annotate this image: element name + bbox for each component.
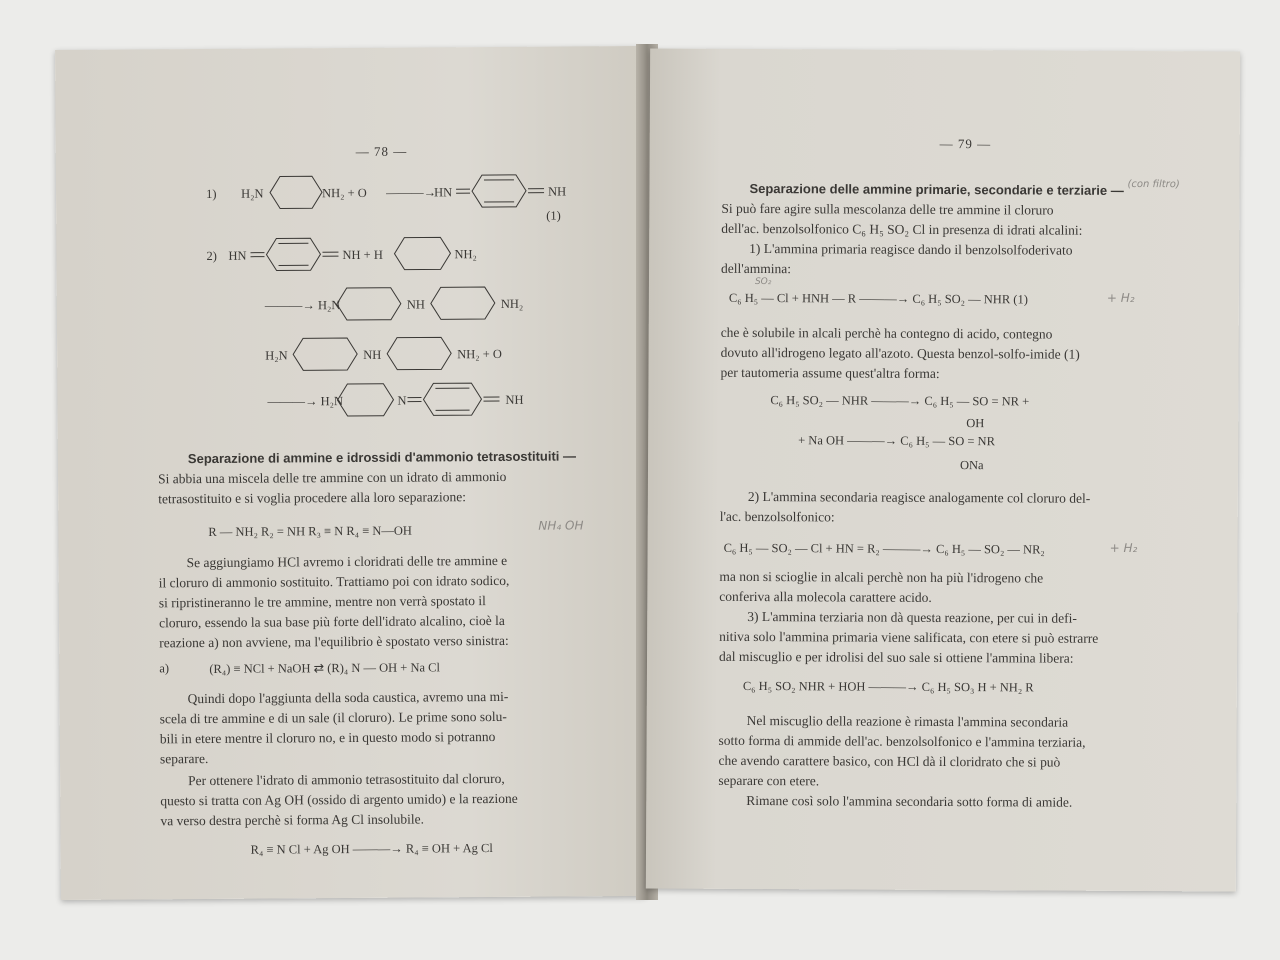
formula-text: NH₂ (500, 296, 524, 311)
formula-text: N (397, 393, 407, 408)
formula-text: NH (406, 297, 425, 312)
paragraph-line: l'ac. benzolsolfonico: (719, 508, 835, 525)
equation: (R₄) ≡ NCl + NaOH ⇄ (R)₄ N — OH + Na Cl (209, 660, 441, 676)
paragraph-line: conferiva alla molecola carattere acido. (719, 588, 932, 605)
handwritten-note: + H₂ (1109, 540, 1138, 556)
formula-text: NH (547, 184, 567, 199)
paragraph-line: scela di tre ammine e di un sale (il cloruro). Le prime sono solu- (159, 708, 507, 727)
paragraph-line: separare con etere. (718, 772, 820, 789)
formula-text: H₂N (265, 348, 288, 363)
formula-text: NH₂ (454, 247, 477, 262)
ring-structure (291, 334, 361, 374)
paragraph-line: Quindi dopo l'aggiunta della soda caustica, avremo una mi- (187, 688, 509, 707)
paragraph-line: Nel miscuglio della reazione è rimasta l'ammina secondaria (746, 712, 1069, 730)
paragraph-line: cloruro, essendo la sua base più forte dell'idrato alcalino, cioè la (158, 612, 505, 631)
quinone-ring-structure (456, 171, 546, 212)
left-page (55, 46, 646, 900)
reaction-arrow: ———→ (385, 185, 437, 200)
page-number: — 78 — (355, 143, 408, 159)
ring-structure (335, 284, 405, 324)
paragraph-line: questo si tratta con Ag OH (ossido di argento umido) e la reazione (160, 790, 518, 809)
ring-structure (385, 333, 455, 373)
formula-text: NH + H (342, 247, 383, 263)
paragraph-line: separare. (159, 750, 209, 767)
paragraph-line: per tautomeria assume quest'altra forma: (720, 364, 940, 381)
paragraph-line: va verso destra perchè si forma Ag Cl insolubile. (160, 811, 425, 829)
equation: C₆ H₅ SO₂ — NHR ———→ C₆ H₅ — SO = NR + (770, 393, 1030, 409)
equation: C₆ H₅ — SO₂ — Cl + HN = R₂ ———→ C₆ H₅ — SO₂ — NR₂ (723, 540, 1045, 557)
reaction-label: 1) (205, 186, 217, 202)
section-title: Separazione di ammine e idrossidi d'ammonio tetrasostituiti — (187, 448, 577, 467)
equation-substituent: OH (966, 416, 985, 431)
ring-structure (268, 172, 324, 212)
paragraph-line: che è solubile in alcali perchè ha contegno di acido, contegno (720, 324, 1053, 342)
paragraph-line: 3) L'ammina terziaria non dà questa reazione, per cui in defi- (747, 608, 1077, 626)
handwritten-note: + H₂ (1106, 290, 1135, 306)
paragraph-line: dell'ammina: (721, 260, 792, 277)
equation: C₆ H₅ — Cl + HNH — R ———→ C₆ H₅ SO₂ — NHR (1) (728, 290, 1028, 307)
formula-text: ———→ H₂N (264, 298, 341, 313)
paragraph-line: 1) L'ammina primaria reagisce dando il benzolsolfoderivato (749, 240, 1073, 258)
equation: R₄ ≡ N Cl + Ag OH ———→ R₄ ≡ OH + Ag Cl (250, 841, 493, 857)
handwritten-note: SO₂ (754, 277, 772, 288)
equation-substituent: ONa (959, 458, 984, 473)
handwritten-note: (con filtro) (1127, 178, 1180, 191)
paragraph-line: nitiva solo l'ammina primaria viene salificata, con etere si può estrarre (719, 628, 1099, 646)
formula-text: HN (228, 248, 247, 263)
paragraph-line: sotto forma di ammide dell'ac. benzolsolfonico e l'ammina terziaria, (718, 732, 1086, 750)
paragraph-line: si ripristineranno le tre ammine, mentre non verrà spostato il (158, 593, 486, 611)
paragraph-line: Rimane così solo l'ammina secondaria sotto forma di amide. (746, 792, 1073, 810)
reaction-label: 2) (206, 248, 217, 263)
paragraph-line: 2) L'ammina secondaria reagisce analogamente col cloruro del- (747, 488, 1091, 506)
equation-label: a) (159, 661, 170, 676)
paragraph-line: dal miscuglio e per idrolisi del suo sale si ottiene l'ammina libera: (718, 648, 1074, 666)
formula-text: NH₂ + O (457, 346, 502, 362)
equation: C₆ H₅ SO₂ NHR + HOH ———→ C₆ H₅ SO₃ H + NH₂ R (742, 678, 1034, 695)
open-book (48, 40, 1238, 900)
formula-text: HN (433, 185, 453, 200)
paragraph-line: che avendo carattere basico, con HCl dà il cloridrato che si può (718, 752, 1061, 770)
right-page (646, 48, 1240, 891)
paragraph-line: Si abbia una miscela delle tre ammine con un idrato di ammonio (157, 468, 507, 487)
paragraph-line: Si può fare agire sulla mescolanza delle tre ammine il cloruro (721, 200, 1054, 218)
formula-text: NH (363, 347, 382, 362)
quinone-ring-structure (250, 234, 340, 275)
page-number: — 79 — (939, 135, 992, 152)
section-title: Separazione delle ammine primarie, secondarie e terziarie — (749, 180, 1124, 198)
amine-formulas: R — NH₂ R₂ = NH R₃ ≡ N R₄ ≡ N—OH (208, 523, 412, 539)
formula-text: H₂N (240, 186, 264, 201)
ring-structure (335, 380, 397, 420)
equation: + Na OH ———→ C₆ H₅ — SO = NR (798, 433, 995, 449)
paragraph-line: tetrasostituito e si voglia procedere alla loro separazione: (158, 489, 466, 507)
paragraph-line: reazione a) non avviene, ma l'equilibrio è spostato verso sinistra: (159, 632, 509, 651)
paragraph-line: bili in etere mentre il cloruro no, e in questo modo si potranno (159, 728, 496, 747)
paragraph-line: dovuto all'idrogeno legato all'azoto. Questa benzol-solfo-imide (1) (720, 344, 1080, 362)
quinone-ring-structure (407, 379, 503, 420)
paragraph-line: Se aggiungiamo HCl avremo i cloridrati delle tre ammine e (186, 552, 508, 571)
formula-text: NH (505, 392, 524, 407)
paragraph-line: il cloruro di ammonio sostituito. Trattiamo poi con idrato sodico, (158, 572, 510, 591)
handwritten-note: NH₄ OH (538, 518, 584, 533)
ring-structure (429, 283, 499, 323)
paragraph-line: Per ottenere l'idrato di ammonio tetrasostituito dal cloruro, (188, 770, 505, 789)
formula-text: ———→ H₂N (267, 394, 344, 409)
reference-mark: (1) (546, 208, 561, 223)
paragraph-line: ma non si scioglie in alcali perchè non ha più l'idrogeno che (719, 568, 1044, 586)
ring-structure (392, 233, 454, 273)
formula-text: NH₂ + O (321, 185, 367, 201)
paragraph-line: dell'ac. benzolsolfonico C₆ H₅ SO₂ Cl in presenza di idrati alcalini: (721, 220, 1083, 238)
